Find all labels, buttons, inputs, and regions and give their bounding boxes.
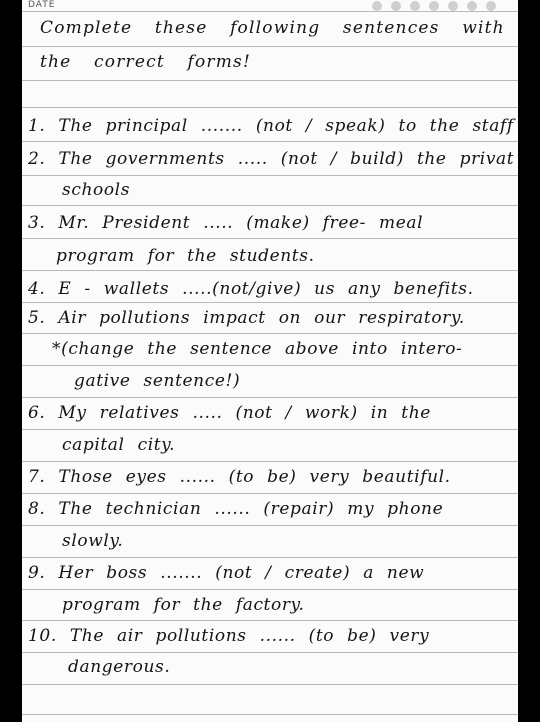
exercise-line-6: 6. My relatives ..... (not / work) in the xyxy=(28,403,431,423)
exercise-line-8: 8. The technician ...... (repair) my phone xyxy=(28,499,444,519)
decoration-dot xyxy=(410,1,420,11)
ruled-line xyxy=(22,684,518,685)
ruled-line xyxy=(22,525,518,526)
exercise-line-2-continued: schools xyxy=(62,180,131,200)
decoration-dot xyxy=(391,1,401,11)
ruled-line xyxy=(22,175,518,176)
exercise-line-5-note: *(change the sentence above into intero- xyxy=(52,339,463,359)
exercise-line-10: 10. The air pollutions ...... (to be) very xyxy=(28,626,430,646)
ruled-line xyxy=(22,557,518,558)
exercise-line-3: 3. Mr. President ..... (make) free- meal xyxy=(28,213,424,233)
page-decoration-dots xyxy=(372,1,496,11)
date-label: DATE xyxy=(28,0,56,10)
ruled-line xyxy=(22,429,518,430)
ruled-line xyxy=(22,365,518,366)
exercise-line-3-continued: program for the students. xyxy=(56,246,315,266)
ruled-line xyxy=(22,238,518,239)
exercise-line-1: 1. The principal ....... (not / speak) to the staff xyxy=(28,116,514,136)
ruled-line xyxy=(22,652,518,653)
decoration-dot xyxy=(467,1,477,11)
ruled-line xyxy=(22,620,518,621)
decoration-dot xyxy=(372,1,382,11)
exercise-line-10-continued: dangerous. xyxy=(68,657,171,677)
ruled-line xyxy=(22,461,518,462)
ruled-line xyxy=(22,333,518,334)
exercise-line-9-continued: program for the factory. xyxy=(62,595,305,615)
ruled-line xyxy=(22,397,518,398)
ruled-line xyxy=(22,11,518,12)
ruled-line xyxy=(22,205,518,206)
exercise-line-9: 9. Her boss ....... (not / create) a new xyxy=(28,563,425,583)
exercise-line-2: 2. The governments ..... (not / build) the privat xyxy=(28,149,515,169)
ruled-line xyxy=(22,493,518,494)
exercise-line-8-continued: slowly. xyxy=(62,531,124,551)
decoration-dot xyxy=(429,1,439,11)
notebook-page xyxy=(22,0,518,722)
decoration-dot xyxy=(486,1,496,11)
decoration-dot xyxy=(448,1,458,11)
ruled-line xyxy=(22,80,518,81)
instruction-line: the correct forms! xyxy=(40,52,251,72)
exercise-line-4: 4. E - wallets .....(not/give) us any benefits. xyxy=(28,279,474,299)
ruled-line xyxy=(22,270,518,271)
exercise-line-7: 7. Those eyes ...... (to be) very beautiful. xyxy=(28,467,451,487)
ruled-line xyxy=(22,46,518,47)
ruled-line xyxy=(22,141,518,142)
instruction-line: Complete these following sentences with xyxy=(40,18,505,38)
ruled-line xyxy=(22,589,518,590)
ruled-line xyxy=(22,107,518,108)
exercise-line-6-continued: capital city. xyxy=(62,435,176,455)
ruled-line xyxy=(22,302,518,303)
ruled-line xyxy=(22,714,518,715)
exercise-line-5: 5. Air pollutions impact on our respiratory. xyxy=(28,308,465,328)
exercise-line-5-note-continued: gative sentence!) xyxy=(74,371,241,391)
